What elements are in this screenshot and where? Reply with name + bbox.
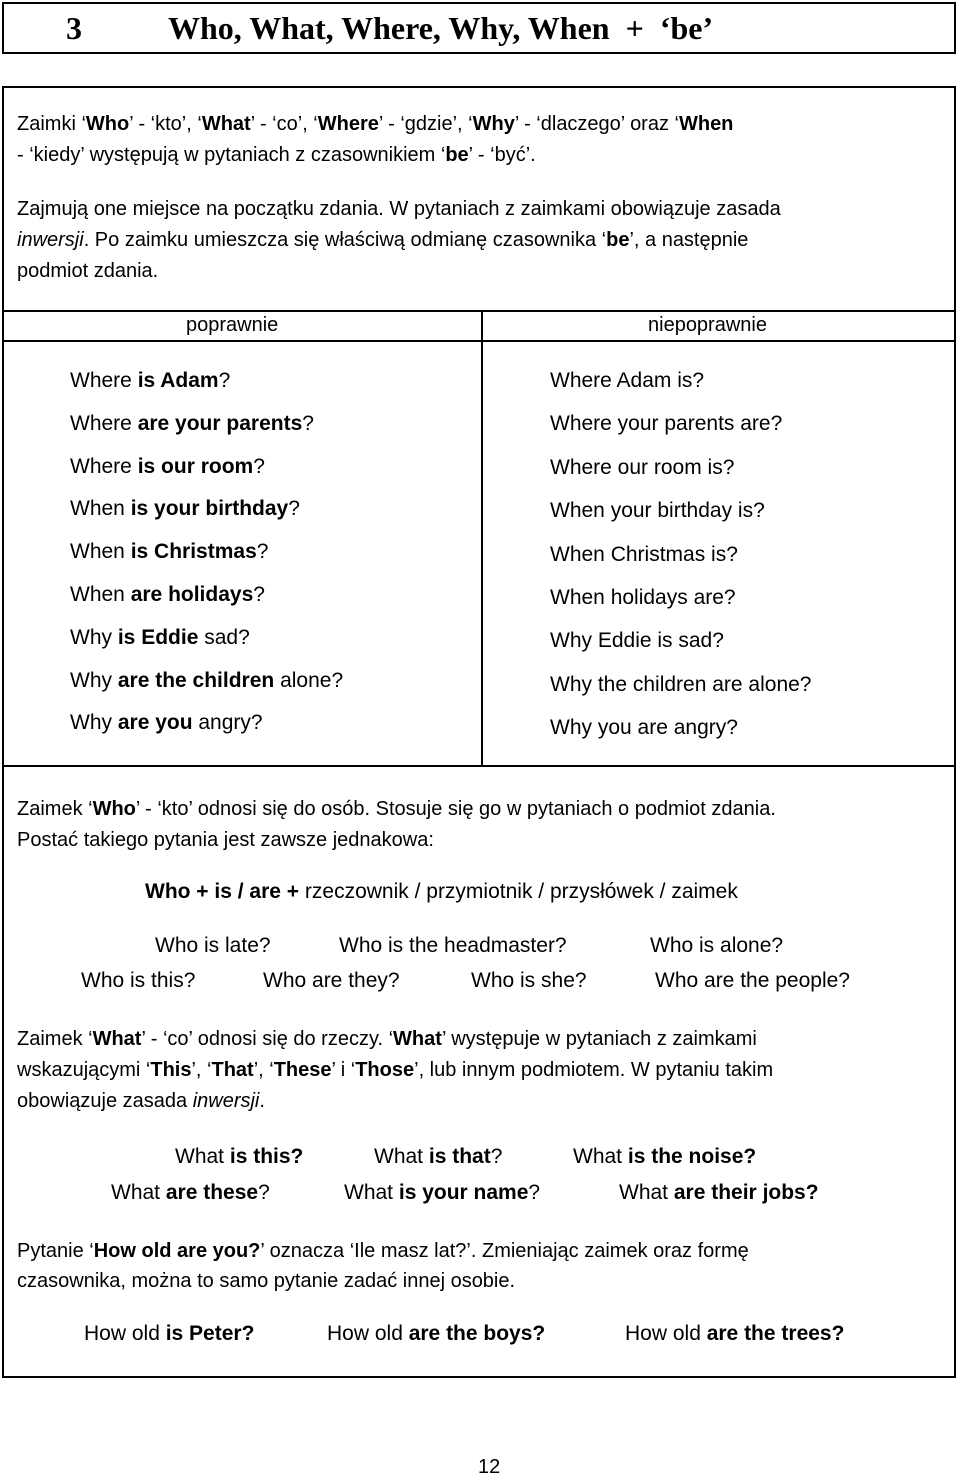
who-example: Who is alone? (650, 934, 784, 957)
table-header-border (2, 340, 956, 342)
incorrect-example: Why Eddie is sad? (550, 629, 724, 653)
what-paragraph-line: Zaimek ‘What’ - ‘co’ odnosi się do rzeczy. ‘What’ występuje w pytaniach z zaimkami (17, 1028, 757, 1050)
what-paragraph-line: wskazującymi ‘This’, ‘That’, ‘These’ i ‘Those’, lub innym podmiotem. W pytaniu takim (17, 1059, 774, 1081)
incorrect-example: When holidays are? (550, 586, 736, 609)
incorrect-example: When your birthday is? (550, 499, 765, 523)
correct-example: Where are your parents? (70, 411, 314, 435)
incorrect-example: Why you are angry? (550, 716, 738, 740)
incorrect-example: Where our room is? (550, 455, 735, 479)
page-number: 12 (478, 1456, 501, 1478)
incorrect-example: Where Adam is? (550, 369, 705, 392)
howold-example: How old is Peter? (84, 1322, 255, 1345)
correct-example: Why are you angry? (70, 711, 263, 735)
incorrect-example: Where your parents are? (550, 412, 783, 436)
intro-line: Zajmują one miejsce na początku zdania. W pytaniach z zaimkami obowiązuje zasada (17, 198, 781, 220)
correct-example: When is your birthday? (70, 497, 300, 521)
who-example: Who are the people? (655, 969, 850, 992)
intro-line: - ‘kiedy’ występują w pytaniach z czasownikiem ‘be’ - ‘być’. (17, 144, 536, 166)
correct-example: When are holidays? (70, 583, 265, 606)
howold-paragraph-line: czasownika, można to samo pytanie zadać innej osobie. (17, 1270, 516, 1292)
correct-example: Why is Eddie sad? (70, 625, 250, 649)
table-top-border (2, 310, 956, 312)
column-header-correct: poprawnie (186, 314, 279, 336)
intro-line: podmiot zdania. (17, 260, 159, 282)
who-paragraph-line: Zaimek ‘Who’ - ‘kto’ odnosi się do osób. Stosuje się go w pytaniach o podmiot zdania. (17, 798, 776, 820)
lesson-title: Who, What, Where, Why, When + ‘be’ (168, 10, 714, 46)
table-bottom-border (2, 765, 956, 767)
what-example: What is the noise? (573, 1145, 757, 1168)
correct-example: When is Christmas? (70, 540, 269, 564)
intro-line: Zaimki ‘Who’ - ‘kto’, ‘What’ - ‘co’, ‘Where’ - ‘gdzie’, ‘Why’ - ‘dlaczego’ oraz ‘When (17, 113, 734, 135)
what-example: What is that? (374, 1145, 503, 1168)
what-example: What are their jobs? (619, 1181, 819, 1204)
howold-paragraph-line: Pytanie ‘How old are you?’ oznacza ‘Ile masz lat?’. Zmieniając zaimek oraz formę (17, 1240, 749, 1262)
incorrect-example: Why the children are alone? (550, 672, 812, 696)
howold-example: How old are the boys? (327, 1322, 546, 1345)
what-example: What are these? (111, 1181, 270, 1204)
column-header-incorrect: niepoprawnie (648, 314, 767, 336)
lesson-number: 3 (66, 10, 82, 46)
correct-example: Why are the children alone? (70, 668, 344, 692)
what-example: What is your name? (344, 1181, 541, 1204)
who-example: Who are they? (263, 969, 400, 992)
howold-example: How old are the trees? (625, 1322, 845, 1345)
incorrect-example: When Christmas is? (550, 542, 738, 566)
what-paragraph-line: obowiązuje zasada inwersji. (17, 1090, 265, 1112)
intro-line: inwersji. Po zaimku umieszcza się właściwą odmianę czasownika ‘be’, a następnie (17, 229, 749, 251)
table-column-divider (481, 310, 483, 765)
what-example: What is this? (175, 1145, 304, 1168)
correct-example: Where is our room? (70, 454, 265, 478)
title-box (2, 2, 956, 54)
who-paragraph-line: Postać takiego pytania jest zawsze jednakowa: (17, 829, 434, 851)
who-formula: Who + is / are + rzeczownik / przymiotnik / przysłówek / zaimek (145, 880, 738, 903)
who-example: Who is she? (471, 969, 587, 992)
who-example: Who is late? (155, 934, 271, 957)
who-example: Who is the headmaster? (339, 934, 567, 957)
who-example: Who is this? (81, 969, 196, 992)
correct-example: Where is Adam? (70, 369, 231, 392)
